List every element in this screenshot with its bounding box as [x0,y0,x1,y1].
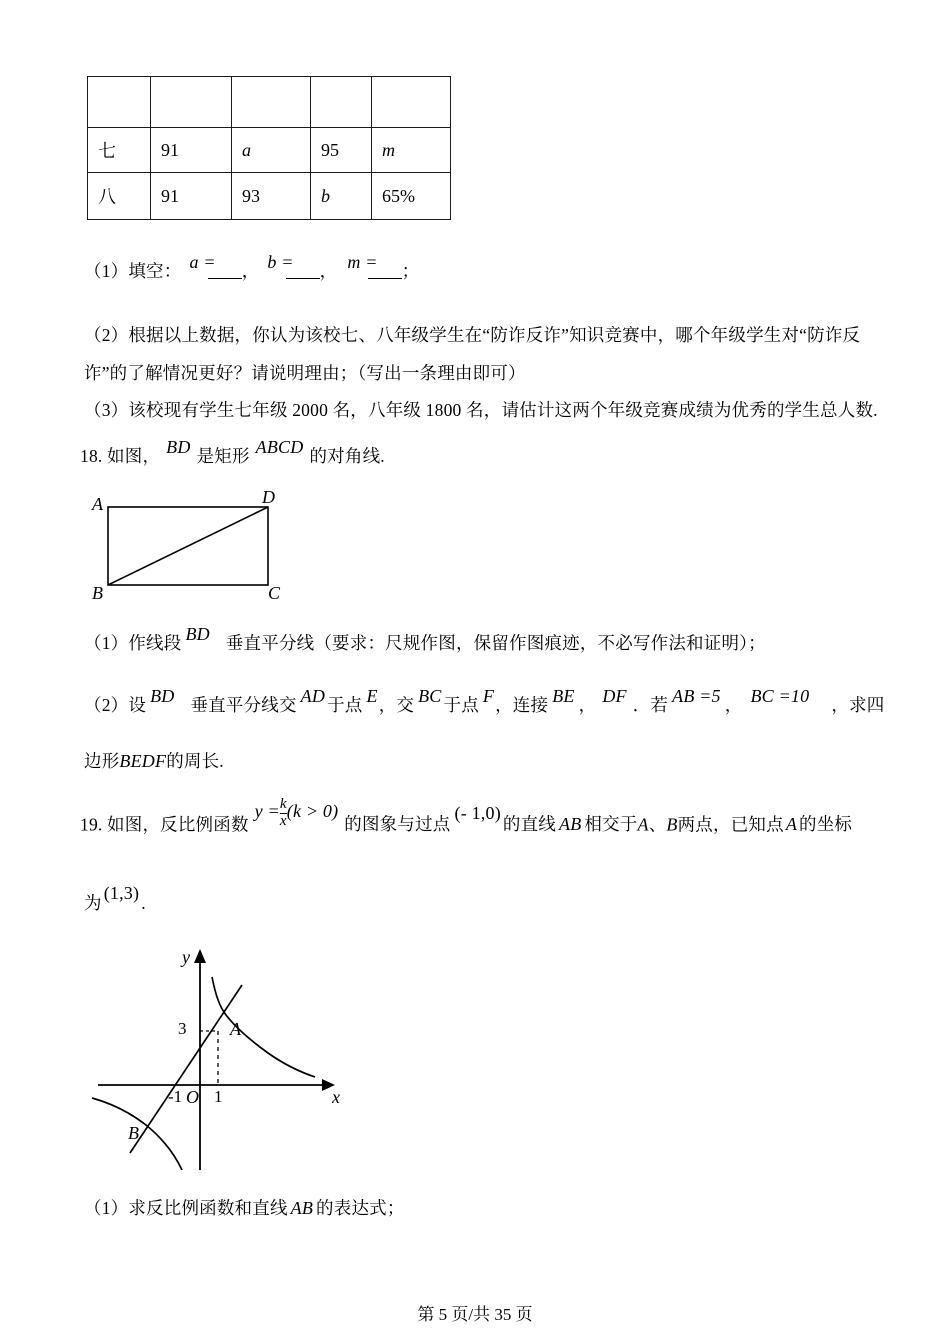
q18-part2-ad: AD [300,686,326,706]
rectangle-figure [80,487,310,605]
table-row [88,128,451,173]
y-axis-label: y [182,947,190,967]
table-cell [311,77,372,128]
q19-stem-a-point: A [637,814,649,835]
q18-part2-j: ，求四 [831,695,885,715]
q18-part2-c: 于点 [327,695,363,715]
table-cell [88,77,151,128]
q18-part1-bd: BD [185,624,210,644]
q19-stem-line2 [84,883,146,915]
q17-comma-2: ， [319,261,338,281]
q17-part1 [84,252,420,283]
q18-stem-bd: BD [166,437,191,457]
q18-part2-bd: BD [150,686,175,706]
q17-part1-end: ； [401,261,420,281]
table-cell: m [372,128,451,173]
table-cell: a [232,128,311,173]
q19-stem-a-point-2: A [785,814,798,835]
table-cell: 91 [151,173,232,220]
q18-part1 [84,624,766,655]
q18-part2-df: DF [602,686,627,706]
q18-part2-line2-b: 的周长. [166,751,224,771]
coordinate-graph-figure [90,935,380,1170]
q18-part2-f2: ，连接 [495,695,549,715]
tick-label-neg1: -1 [168,1087,183,1106]
q18-part1-a: （1）作线段 [84,633,182,653]
q18-part2-line2 [84,748,224,773]
q18-part2-d: ，交 [378,695,415,715]
tick-label-1: 1 [214,1087,223,1106]
q19-stem-e: 、 [648,814,667,835]
q17-comma-1: ， [241,261,260,281]
table-row [88,77,451,128]
q18-stem-a: 18. 如图， [80,446,161,466]
q19-stem-line2-b: . [141,893,146,913]
table-cell: 95 [311,128,372,173]
q19-stem-line2-a: 为 [84,893,102,913]
origin-label: O [186,1087,199,1107]
table-cell: 91 [151,128,232,173]
q18-part2-bc10: BC =10 [750,686,810,706]
q18-stem-c: 的对角线. [309,446,385,466]
diagonal-bd [108,507,268,585]
fraction-k-over-x [280,797,287,830]
table-cell: 93 [232,173,311,220]
hyperbola-branch-quadrant-1 [212,977,315,1077]
q19-stem-g: 的坐标 [799,814,853,835]
x-axis-label: x [332,1087,340,1107]
q17-part1-prefix: （1）填空： [84,261,182,281]
fraction-numerator: k [279,796,287,812]
q18-part2-bedf: BEDF [119,751,167,771]
q18-stem-b: 是矩形 [196,446,250,466]
q18-part2-f: F [482,686,495,706]
q18-part2-be: BE [552,686,575,706]
q19-stem-kgt0: (k > 0) [286,801,339,822]
q19-part1 [84,1195,405,1220]
table-cell [232,77,311,128]
q17-part2-line2: 诈”的了解情况更好？请说明理由；（写出一条理由即可） [84,363,526,383]
q19-stem-point: (- 1,0) [454,803,501,824]
q18-part2-ab5: AB =5 [672,686,721,706]
q18-stem-abcd: ABCD [255,437,304,457]
q18-part2-h: ．若 [632,695,669,715]
fraction-denominator: x [279,812,287,829]
q18-part1-b: 垂直平分线（要求：尺规作图，保留作图痕迹，不必写作法和证明）； [225,633,766,653]
table-cell [372,77,451,128]
point-label-b: B [128,1123,139,1143]
q17-part3: （3）该校现有学生七年级 2000 名，八年级 1800 名，请估计这两个年级竞赛成绩为优秀的学生总人数. [84,400,878,420]
q19-stem-b: 的图象与过点 [344,814,451,835]
q19-part1-ab: AB [290,1198,314,1218]
q18-part2-bc: BC [418,686,442,706]
q19-stem-f: 两点，已知点 [677,814,784,835]
q19-stem-c: 的直线 [502,814,556,835]
q18-part2-e2: 于点 [443,695,479,715]
vertex-label-a: A [92,494,103,514]
q19-stem-d: 相交于 [584,814,638,835]
line-ab [130,985,242,1153]
table-cell: 八 [88,173,151,220]
q17-part2-line1: （2）根据以上数据，你认为该校七、八年级学生在“防诈反诈”知识竞赛中，哪个年级学生对“防诈反 [84,325,861,345]
q17-b-label: b = [267,252,294,272]
q18-part2-i: ， [724,695,743,715]
q18-part2-g: ， [578,695,597,715]
table-cell [151,77,232,128]
q19-point-a-coord: (1,3) [103,883,140,903]
q18-part2-line1 [84,686,885,717]
y-axis-arrow [194,949,206,963]
q18-part2-line2-a: 边形 [84,751,120,771]
q19-part1-a: （1）求反比例函数和直线 [84,1198,288,1218]
table-cell: b [311,173,372,220]
q19-stem-ab: AB [559,814,582,835]
table-row [88,173,451,220]
table-cell: 65% [372,173,451,220]
q19-stem-a: 19. 如图，反比例函数 [80,814,249,835]
q19-part1-b: 的表达式； [316,1198,405,1218]
q17-a-label: a = [189,252,216,272]
statistics-table [87,76,451,220]
point-label-a: A [230,1019,241,1039]
vertex-label-d: D [262,487,275,507]
q18-part2-e: E [366,686,378,706]
vertex-label-b: B [92,583,103,603]
q18-stem [80,437,385,468]
q18-part2-b: 垂直平分线交 [190,695,297,715]
table-cell: 七 [88,128,151,173]
q17-m-label: m = [347,252,378,272]
vertex-label-c: C [268,583,281,603]
q19-stem-y: y = [254,801,280,822]
tick-label-3: 3 [178,1019,187,1038]
page-footer: 第 5 页/共 35 页 [417,1305,533,1324]
q19-stem-line1 [80,796,853,843]
q18-part2-a: （2）设 [84,695,147,715]
q19-stem-b-point: B [666,814,678,835]
